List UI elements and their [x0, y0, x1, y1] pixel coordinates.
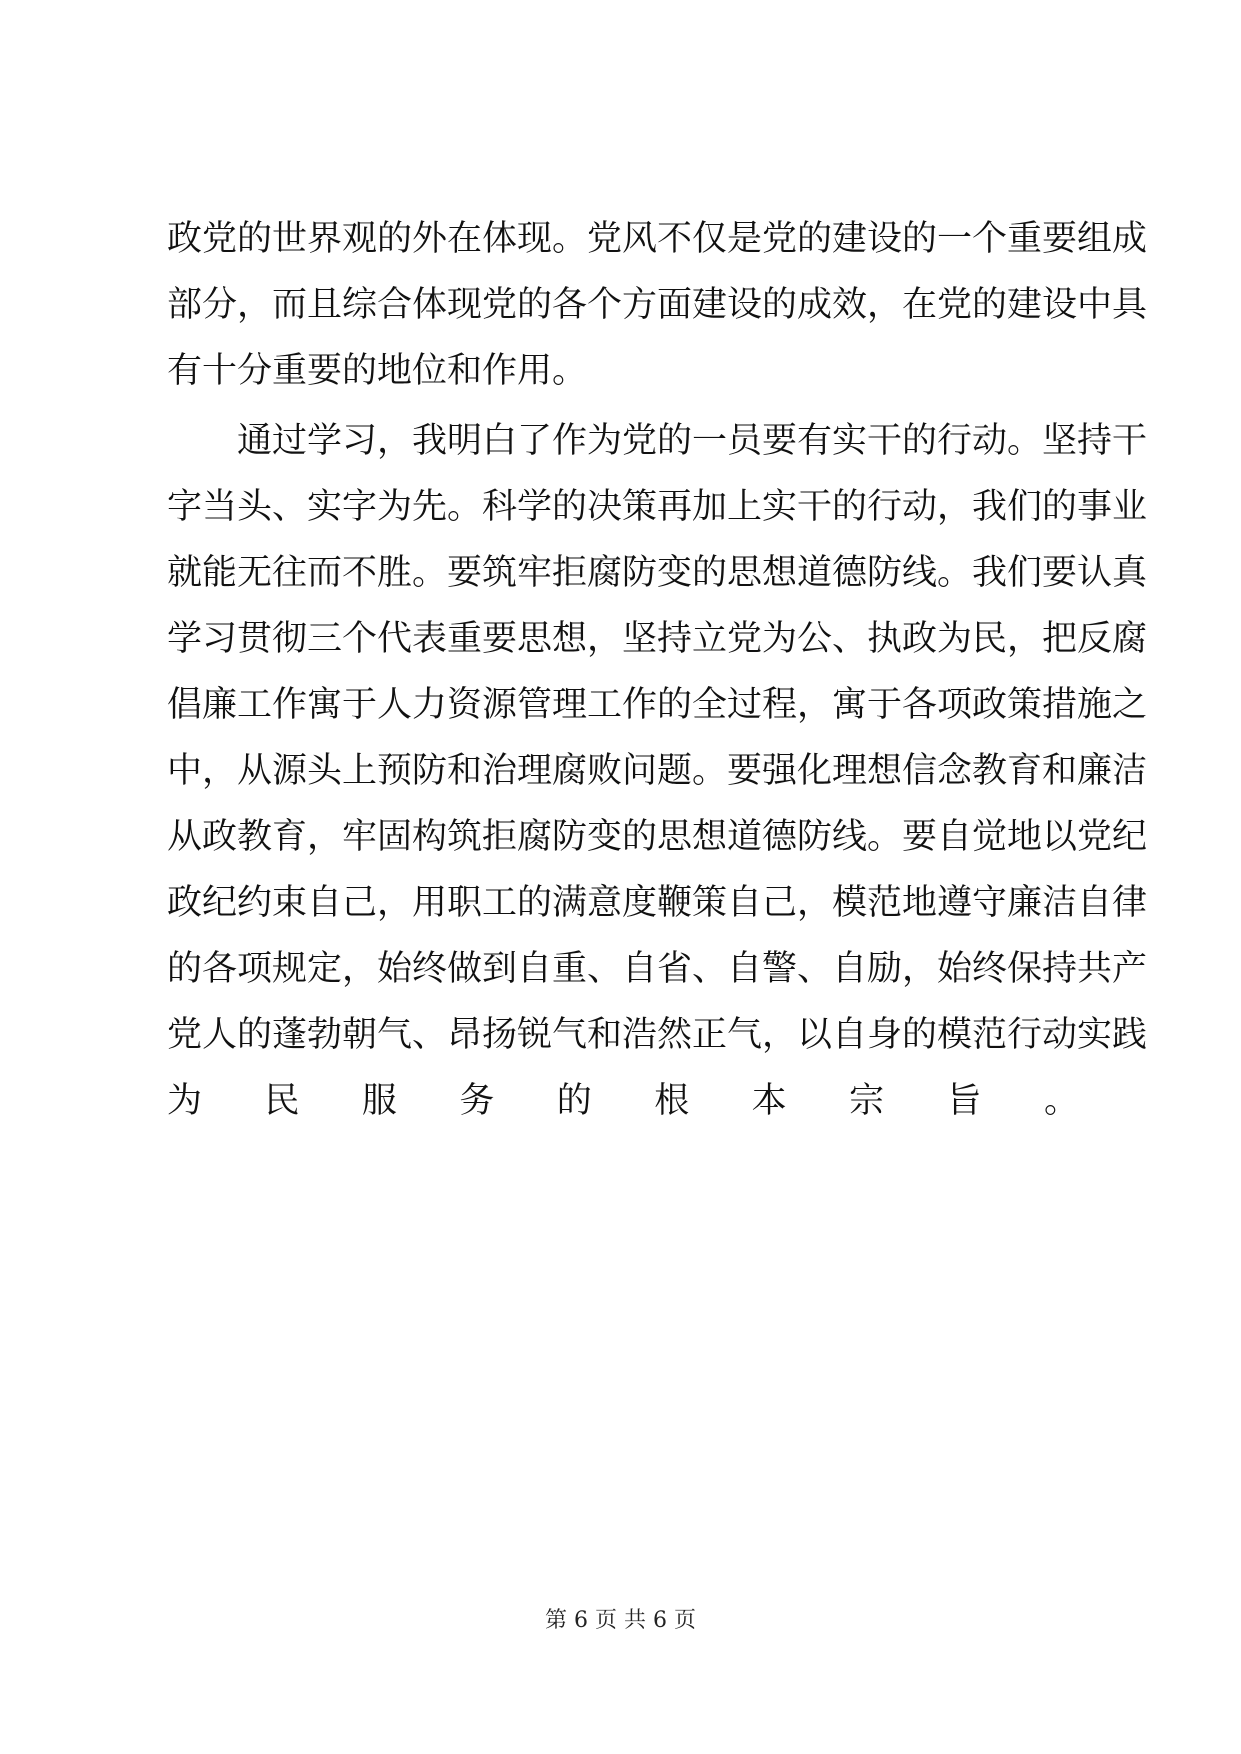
text-line: 的各项规定，始终做到自重、自省、自警、自励，始终保持共产 [167, 949, 1148, 989]
paragraph-1 [167, 206, 1148, 404]
text-line: 学习贯彻三个代表重要思想，坚持立党为公、执政为民，把反腐 [167, 619, 1148, 659]
text-line: 中，从源头上预防和治理腐败问题。要强化理想信念教育和廉洁 [167, 751, 1148, 791]
text-line: 就能无往而不胜。要筑牢拒腐防变的思想道德防线。我们要认真 [167, 553, 1148, 593]
text-line: 部分，而且综合体现党的各个方面建设的成效，在党的建设中具 [167, 285, 1148, 325]
body-text [167, 206, 1148, 1200]
text-line: 从政教育，牢固构筑拒腐防变的思想道德防线。要自觉地以党纪 [167, 817, 1148, 857]
text-line: 政纪约束自己，用职工的满意度鞭策自己，模范地遵守廉洁自律 [167, 883, 1148, 923]
text-line: 倡廉工作寓于人力资源管理工作的全过程，寓于各项政策措施之 [167, 685, 1148, 725]
text-line: 为民服务的根本宗旨。 [167, 1081, 1079, 1121]
text-line: 政党的世界观的外在体现。党风不仅是党的建设的一个重要组成 [167, 219, 1148, 259]
text-line: 有十分重要的地位和作用。 [167, 351, 588, 391]
text-line: 通过学习，我明白了作为党的一员要有实干的行动。坚持干 [237, 421, 1148, 461]
page-footer: 第 6 页 共 6 页 [545, 1608, 696, 1633]
text-line [167, 1134, 1079, 1200]
text-line: 字当头、实字为先。科学的决策再加上实干的行动，我们的事业 [167, 487, 1148, 527]
text-line: 党人的蓬勃朝气、昂扬锐气和浩然正气，以自身的模范行动实践 [167, 1015, 1148, 1055]
paragraph-2 [167, 408, 1148, 1200]
